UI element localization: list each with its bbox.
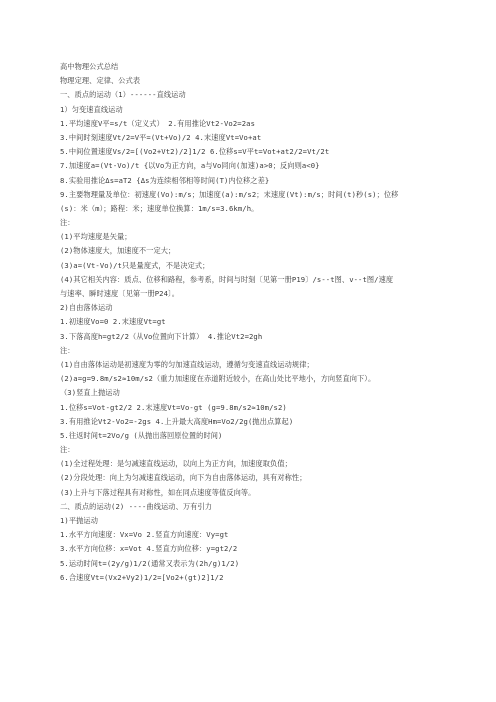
section-heading: 二、质点的运动(2) ----曲线运动、万有引力	[60, 501, 213, 511]
formula-line: 1.初速度Vo=0 2.末速度Vt=gt	[60, 317, 166, 327]
formula-line: 3.有用推论Vt2-Vo2=-2gs 4.上升最大高度Hm=Vo2/2g(抛出点算起)	[60, 416, 294, 426]
formula-line: 8.实验用推论Δs=aT2 {Δs为连续相邻相等时间(T)内位移之差}	[60, 175, 270, 185]
formula-line: 5.往返时间t=2Vo/g (从抛出落回原位置的时间)	[60, 430, 223, 440]
note-heading: 注：	[60, 445, 75, 455]
note-heading: 注：	[60, 218, 75, 228]
formula-line: 1.水平方向速度：Vx=Vo 2.竖直方向速度：Vy=gt	[60, 530, 229, 540]
note-line: (1)平均速度是矢量；	[60, 232, 132, 242]
formula-line: 5.中间位置速度Vs/2=[(Vo2+Vt2)/2]1/2 6.位移s=V平t=Vot+at2/2=Vt/2t	[60, 147, 330, 157]
note-line: (3)a=(Vt-Vo)/t只是量度式，不是决定式；	[60, 260, 210, 270]
note-line: (1)自由落体运动是初速度为零的匀加速直线运动，遵循匀变速直线运动规律；	[60, 359, 314, 369]
note-line: (2)分段处理：向上为匀减速直线运动，向下为自由落体运动，具有对称性；	[60, 473, 307, 483]
subsection-heading: 1)平抛运动	[60, 516, 99, 525]
doc-title: 高中物理公式总结	[60, 62, 119, 71]
note-line: 与速率、瞬时速度〔见第一册P24〕。	[60, 289, 179, 298]
subsection-heading: 1）匀变速直线运动	[60, 104, 123, 114]
section-heading: 一、质点的运动（1）------直线运动	[60, 90, 186, 100]
note-line: (2)物体速度大，加速度不一定大；	[60, 246, 176, 256]
subsection-heading: 2)自由落体运动	[60, 303, 113, 313]
note-heading: 注：	[60, 345, 75, 355]
document-body	[60, 60, 480, 585]
formula-line: 6.合速度Vt=(Vx2+Vy2)1/2=[Vo2+(gt)2]1/2	[60, 572, 224, 582]
subsection-heading: （3)竖直上抛运动	[60, 388, 120, 398]
formula-line: 5.运动时间t=(2y/g)1/2(通常又表示为(2h/g)1/2)	[60, 558, 240, 568]
formula-line: 3.水平方向位移：x=Vot 4.竖直方向位移：y=gt2/2	[60, 544, 238, 554]
note-line: (4)其它相关内容：质点、位移和路程，参考系，时间与时刻〔见第一册P19〕/s--t图、v--t图/速度	[60, 274, 394, 284]
formula-line: 3.中间时刻速度Vt/2=V平=(Vt+Vo)/2 4.末速度Vt=Vo+at	[60, 132, 262, 142]
formula-line: 1.平均速度V平=s/t（定义式） 2.有用推论Vt2-Vo2=2as	[60, 118, 255, 128]
formula-line: 7.加速度a=(Vt-Vo)/t {以Vo为正方向，a与Vo同向(加速)a>0；反向则a<0}	[60, 161, 320, 171]
formula-line: 1.位移s=Vot-gt2/2 2.末速度Vt=Vo-gt (g=9.8m/s2≈10m/s2)	[60, 402, 287, 412]
note-line: (1)全过程处理：是匀减速直线运动，以向上为正方向，加速度取负值；	[60, 459, 292, 469]
doc-subtitle: 物理定理、定律、公式表	[60, 76, 141, 86]
formula-line: (s)：米（m）；路程：米；速度单位换算：1m/s=3.6km/h。	[60, 203, 259, 213]
formula-line: 9.主要物理量及单位：初速度(Vo):m/s；加速度(a):m/s2；末速度(Vt):m/s；时间(t)秒(s)；位移	[60, 189, 399, 199]
note-line: (3)上升与下落过程具有对称性，如在同点速度等值反向等。	[60, 487, 256, 497]
note-line: (2)a=g=9.8m/s2≈10m/s2（重力加速度在赤道附近较小，在高山处比平地小，方向竖直向下）。	[60, 374, 376, 384]
formula-line: 3.下落高度h=gt2/2（从Vo位置向下计算） 4.推论Vt2=2gh	[60, 331, 263, 341]
